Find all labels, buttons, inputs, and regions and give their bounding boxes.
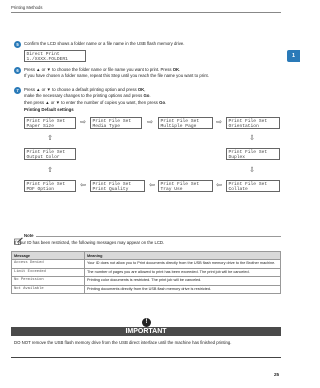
setting-paper-size — [24, 117, 76, 129]
col-message: Message — [12, 252, 85, 260]
note-text: If your ID has been restricted, the following messages may appear on the LCD. — [14, 240, 165, 245]
settings-heading: Printing Default settings — [24, 107, 74, 112]
setting-line-2: Multiple Page — [160, 123, 197, 129]
setting-line-1: Print File Set — [160, 118, 200, 124]
chapter-tab: 1 — [287, 50, 300, 62]
setting-line-1: Print File Set — [228, 149, 268, 155]
setting-line-2: Collate — [228, 186, 248, 192]
setting-line-1: Print File Set — [92, 118, 132, 124]
table-row — [12, 277, 281, 286]
step-7-go-1: Go — [143, 93, 150, 99]
lcd-line-2: 1./XXXX.FOLDER1 — [26, 56, 68, 62]
setting-tray-use — [158, 180, 213, 192]
step-7-number: 7 — [14, 87, 21, 94]
step-7-line3-post: . — [165, 99, 167, 105]
step-7-go-2: Go — [159, 99, 166, 105]
message-table — [11, 251, 281, 294]
step-6-text — [24, 67, 279, 80]
setting-line-2: Media Type — [92, 123, 121, 129]
setting-media-type — [90, 117, 142, 129]
setting-line-2: Output Color — [26, 154, 60, 160]
step-7-ok: OK — [137, 87, 145, 92]
table-row — [12, 260, 281, 269]
table-header-row — [12, 252, 281, 260]
arrow-left-icon: ⇦ — [216, 182, 222, 189]
warning-icon: ! — [142, 318, 151, 327]
arrow-left-icon: ⇦ — [149, 182, 155, 189]
important-text: DO NOT remove the USB flash memory drive from the USB direct interface until the machine has finished printing. — [14, 340, 232, 345]
step-6-line1-pre: Press ▲ or ▼ to choose the folder name or file name you want to print. Press — [24, 67, 173, 72]
setting-line-1: Print File Set — [26, 149, 66, 155]
step-7-line2-post: . — [149, 93, 151, 99]
step-6-number: 6 — [14, 67, 21, 74]
step-5-number: 5 — [14, 41, 21, 48]
table-row — [12, 268, 281, 277]
table-row — [12, 285, 281, 294]
col-meaning: Meaning — [85, 252, 281, 260]
setting-orientation — [226, 117, 280, 129]
setting-line-2: Duplex — [228, 154, 246, 160]
setting-pdf-option — [24, 180, 76, 192]
setting-duplex — [226, 148, 280, 160]
step-6-line1-post: . — [179, 67, 181, 72]
header-rule — [11, 12, 281, 13]
setting-line-1: Print File Set — [228, 181, 268, 187]
step-5-text: Confirm the LCD shows a folder name or a file name in the USB flash memory drive. — [24, 41, 185, 46]
meaning-cell: Your ID does not allow you to Print documents directly from the USB flash memory drive to the Brother machine. — [85, 260, 281, 269]
arrow-up-icon: ⇧ — [47, 167, 53, 174]
meaning-cell: Printing color documents is restricted. The print job will be canceled. — [85, 277, 281, 286]
meaning-cell: The number of pages you are allowed to print has been exceeded. The print job will be canceled. — [85, 268, 281, 277]
setting-line-1: Print File Set — [26, 181, 66, 187]
step-6-line2: If you have chosen a folder name, repeat this Step until you reach the file name you want to print. — [24, 73, 209, 79]
setting-line-2: Orientation — [228, 123, 259, 129]
lcd-line-1: Direct Print — [26, 51, 60, 57]
important-rule — [11, 357, 281, 358]
setting-line-1: Print File Set — [26, 118, 66, 124]
arrow-down-icon: ⇩ — [249, 167, 255, 174]
step-7-line1-pre: Press ▲ or ▼ to choose a default printing option and press — [24, 87, 138, 92]
message-table-wrap — [11, 251, 281, 294]
arrow-left-icon: ⇦ — [80, 182, 86, 189]
message-cell: Access Denied — [12, 260, 85, 269]
arrow-right-icon: ⇨ — [80, 119, 86, 126]
setting-print-quality — [90, 180, 145, 192]
setting-line-1: Print File Set — [92, 181, 132, 187]
note-rule — [36, 236, 281, 237]
meaning-cell: Printing documents directly from the USB flash memory drive is restricted. — [85, 285, 281, 294]
page-number: 25 — [274, 372, 280, 377]
step-6-ok: OK — [172, 67, 180, 72]
step-7-text — [24, 87, 279, 106]
arrow-right-icon: ⇨ — [147, 119, 153, 126]
arrow-up-icon: ⇧ — [47, 135, 53, 142]
message-cell: Not Available — [12, 285, 85, 294]
running-header: Printing Methods — [11, 5, 43, 10]
setting-line-2: Paper Size — [26, 123, 55, 129]
lcd-direct-print — [24, 50, 86, 62]
important-banner: IMPORTANT — [11, 327, 281, 336]
setting-line-2: PDF Option — [26, 186, 55, 192]
setting-multiple-page — [158, 117, 213, 129]
setting-output-color — [24, 148, 76, 160]
setting-line-2: Print Quality — [92, 186, 129, 192]
arrow-down-icon: ⇩ — [249, 135, 255, 142]
step-7-line3-pre: then press ▲ or ▼ to enter the number of copies you want, then press — [24, 99, 160, 105]
arrow-right-icon: ⇨ — [216, 119, 222, 126]
note-pencil-icon — [14, 232, 23, 240]
setting-line-2: Tray Use — [160, 186, 183, 192]
message-cell: No Permission — [12, 277, 85, 286]
note-label: Note — [24, 233, 34, 238]
step-7-line2: make the necessary changes to the printing options and press — [24, 93, 144, 99]
setting-line-1: Print File Set — [228, 118, 268, 124]
setting-line-1: Print File Set — [160, 181, 200, 187]
message-cell: Limit Exceeded — [12, 268, 85, 277]
setting-collate — [226, 180, 280, 192]
step-7-line1-post: , — [144, 87, 146, 92]
